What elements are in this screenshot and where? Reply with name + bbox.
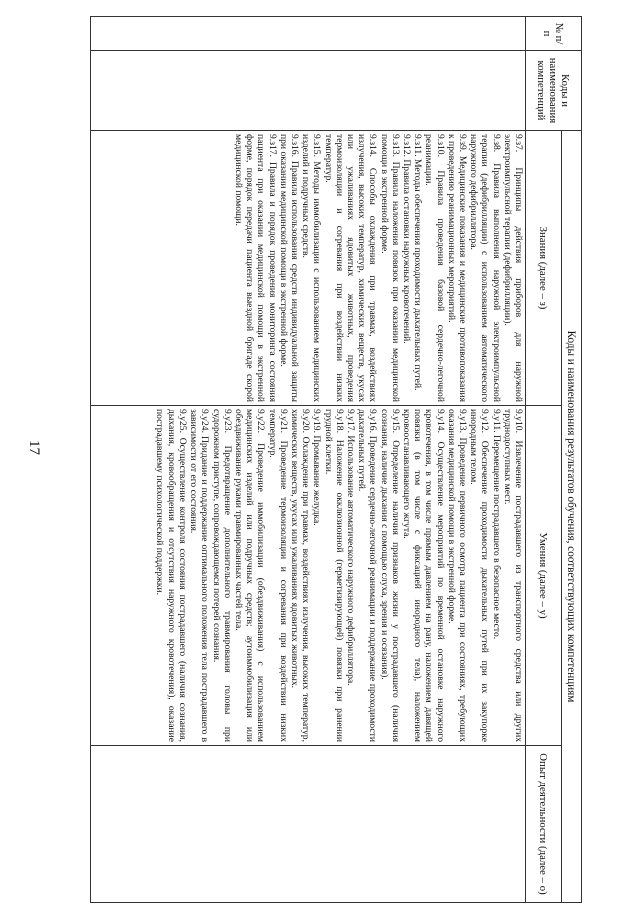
knowledge-item: 9.з9. Медицинские показания и медицинские противопоказания к проведению реанимационных мероприятий. [445,134,468,402]
cell-skills [91,406,526,746]
skill-item: 9.у14. Осуществление мероприятий по временной остановке наружного кровотечения, в том числе прямым давлением на рану, наложением давящей повязки (в том числе с фиксацией инородного тела), наложением кровоостанавливающего жгута. [400,409,446,742]
cell-num [91,17,526,51]
skill-item: 9.у19. Промывание желудка. [311,409,323,526]
skill-item: 9.у13. Проведение первичного осмотра пациента при состояниях, требующих оказания медицинской помощи в экстренной форме. [445,409,468,742]
rotated-table-container [90,16,582,902]
cell-codes [91,51,526,131]
header-codes: Коды и наименования компетенций [526,51,582,131]
skill-item: 9.у10. Извлечение пострадавшего из транспортного средства или других труднодоступных мест. [501,409,524,742]
knowledge-item: 9.з17. Правила и порядок проведения мониторинга состояния пациента при оказании медицинской помощи в экстренной форме, порядок передачи пациента выездной бригаде скорой медицинской помощи. [232,134,278,402]
header-skills: Умения (далее – у) [526,406,562,746]
skill-item: 9.у18. Наложение окклюзионной (герметизирующей) повязки при ранении грудной клетки. [322,409,345,742]
skill-item: 9.у25. Осуществление контроля состояния пострадавшего (наличия сознания, дыхания, кровообращения и отсутствия наружного кровотечения), оказание пострадавшему психологической поддержки. [154,409,188,742]
knowledge-item: 9.з16. Правила использования средств индивидуальной защиты при оказании медицинской помощи в экстренной форме. [277,134,300,402]
skill-item: 9.у15. Определение наличия признаков жизни у пострадавшего (наличия сознания, наличие дыхания с помощью слуха, зрения и осязания). [378,409,401,742]
skill-item: 9.у22. Проведение иммобилизации (обездвиживания) с использованием медицинских изделий или подручных средств; аутоиммобилизация или обездвиживание руками травмированных частей тела. [232,409,267,742]
skill-item: 9.у23. Предотвращение дополнительного травмирования головы при судорожном приступе, сопровождающемся потерей сознания. [210,409,233,742]
skill-item: 9.у17. Использование автоматического наружного дефибриллятора. [344,409,356,686]
knowledge-item: 9.з12. Правила остановки наружных кровотечений. [400,134,412,344]
cell-knowledge [91,131,526,406]
header-num: № п/п [526,17,582,51]
page-number: 17 [26,440,42,455]
knowledge-item: 9.з10. Правила проведения базовой сердечно-легочной реанимации. [423,134,446,402]
header-main: Коды и наименования результатов обучения, соответствующих компетенциям [562,131,582,903]
knowledge-item: 9.з8. Правила выполнения наружной электроимпульсной терапии (дефибрилляции) с использованием автоматического наружного дефибриллятора. [468,134,502,402]
skill-item: 9.у12. Обеспечение проходимости дыхательных путей при их закупорке инородным телом. [468,409,491,742]
competency-table [90,16,582,903]
skill-item: 9.у11. Перемещение пострадавшего в безопасное место. [490,409,502,640]
skill-item: 9.у21. Проведение термоизоляции и согревания при воздействии низких температур. [266,409,289,742]
skill-item: 9.у24. Придание и поддержание оптимального положения тела пострадавшего в зависимости от его состояния. [188,409,211,742]
knowledge-item: 9.з11. Методы обеспечения проходимости дыхательных путей. [412,134,424,391]
knowledge-item: 9.з13. Правила наложения повязок при оказании медицинской помощи в экстренной форме. [378,134,401,402]
skill-item: 9.у20. Охлаждение при травмах, воздействиях излучения, высоких температур, химических веществ, укусах или ужаливаниях ядовитых животных. [288,409,312,742]
knowledge-item: 9.з14. Способы охлаждения при травмах, воздействиях излучения, высоких температур, химических веществ, укусах или ужаливаниях ядовитых животных, проведения термоизоляции и согревания при воздействии низких температур. [322,134,379,402]
header-experience: Опыт деятельности (далее – о) [526,746,562,903]
cell-experience [91,746,526,903]
knowledge-item: 9.з15. Методы иммобилизации с использованием медицинских изделий и подручных средств. [300,134,323,402]
header-knowledge: Знания (далее – з) [526,131,562,406]
knowledge-item: 9.з7. Принципы действия приборов для наружной электроимпульсной терапии (дефибрилляции). [501,134,524,402]
skill-item: 9.у16. Проведение сердечно-легочной реанимации и поддержание проходимости дыхательных путей. [356,409,379,742]
